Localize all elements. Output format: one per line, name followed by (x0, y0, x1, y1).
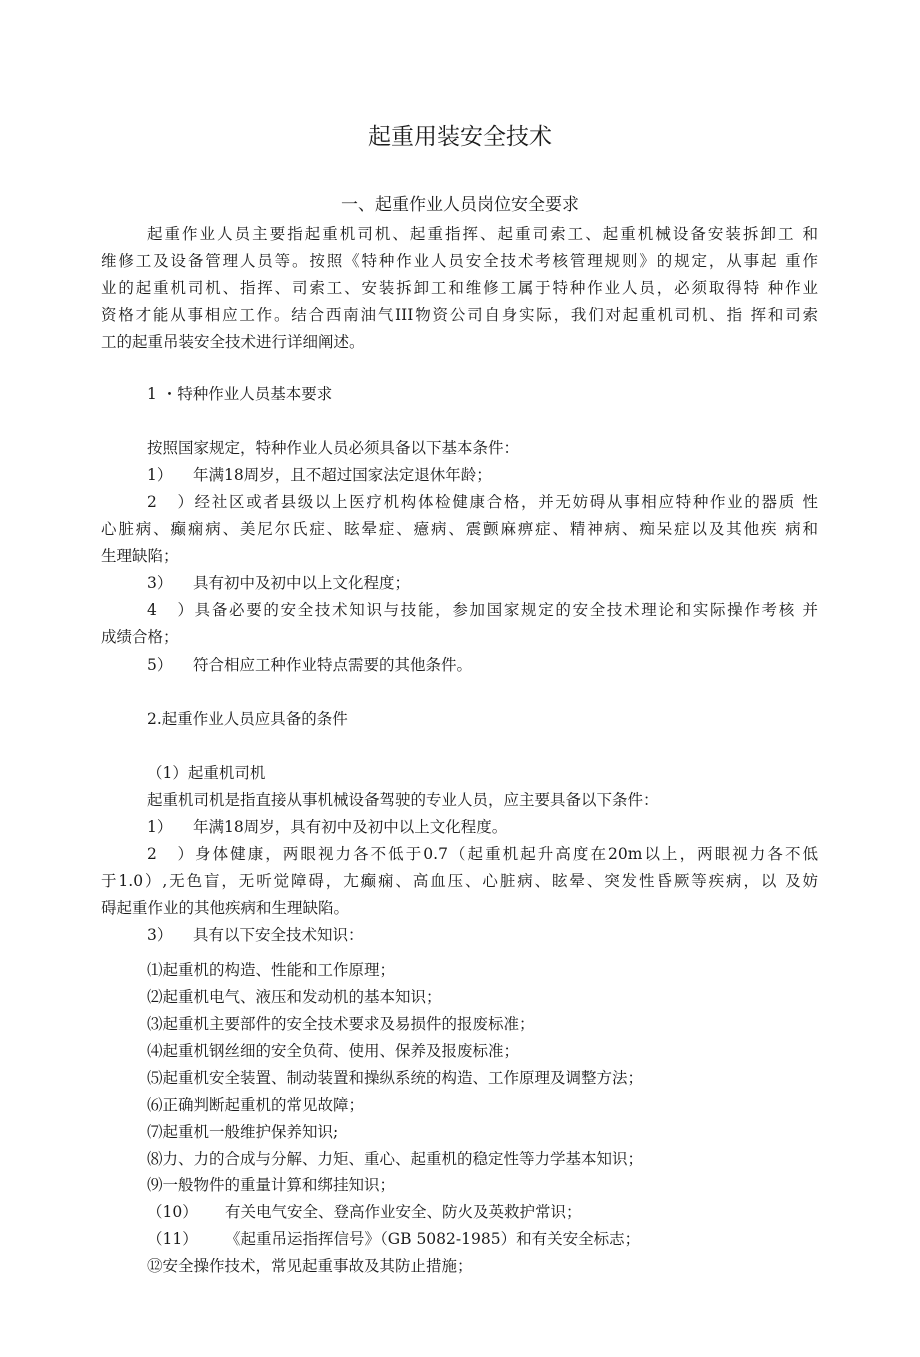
s1-item-3 (147, 573, 410, 593)
s1-item-5 (147, 655, 472, 675)
knowledge-item-3: ⑶起重机主要部件的安全技术要求及易损件的报废标准； (147, 1015, 535, 1033)
document-title: 起重用装安全技术 (368, 124, 552, 150)
knowledge-item-1: ⑴起重机的构造、性能和工作原理； (147, 961, 396, 979)
knowledge-item-7: ⑺起重机一般维护保养知识; (147, 1123, 339, 1141)
knowledge-item-9: ⑼一般物件的重量计算和绑挂知识； (147, 1176, 396, 1194)
s1-item-4 (147, 600, 818, 620)
s1-heading: 1 ・特种作业人员基本要求 (147, 385, 333, 403)
s1-item-1-num: 1） (147, 466, 173, 484)
intro-line-1: 起重作业人员主要指起重机司机、起重指挥、起重司索工、起重机械设备安装拆卸工 和 (147, 225, 818, 243)
intro-line-2: 维修工及设备管理人员等。按照《特种作业人员安全技术考核管理规则》的规定，从事起 重作 (101, 252, 818, 270)
knowledge-item-11-num: （11） (147, 1230, 198, 1248)
s2-item-2-cont-1: 于1.0）,无色盲，无听觉障碍，尢癫痫、高血压、心脏病、眩晕、突发性昏厥等疾病，以 及妨 (101, 872, 818, 890)
s1-item-4-text: 具备必要的安全技术知识与技能，参加国家规定的安全技术理论和实际操作考核 并 (193, 601, 818, 619)
knowledge-item-4: ⑷起重机钢丝细的安全负荷、使用、保养及报废标准； (147, 1042, 520, 1060)
s2-lead: 起重机司机是指直接从事机械设备驾驶的专业人员，应主要具备以下条件： (147, 791, 659, 809)
intro-line-3: 业的起重机司机、指挥、司索工、安装拆卸工和维修工属于特种作业人员，必须取得特 种作业 (101, 279, 818, 297)
s1-item-4-num: 4） (147, 601, 193, 619)
s2-item-2 (147, 844, 818, 864)
knowledge-item-8: ⑻力、力的合成与分解、力矩、重心、起重机的稳定性等力学基本知识； (147, 1150, 644, 1168)
s2-item-1-text: 年满18周岁，具有初中及初中以上文化程度。 (193, 818, 508, 836)
knowledge-item-12: ⑫安全操作技术，常见起重事故及其防止措施； (147, 1257, 473, 1275)
s2-item-3-num: 3） (147, 926, 173, 944)
s1-item-5-text: 符合相应工种作业特点需要的其他条件。 (193, 656, 473, 674)
s2-item-1-num: 1） (147, 818, 173, 836)
knowledge-item-6: ⑹正确判断起重机的常见故障； (147, 1096, 365, 1114)
s2-item-2-text: 身体健康，两眼视力各不低于0.7（起重机起升高度在20m以上，两眼视力各不低 (193, 845, 818, 863)
s2-item-1 (147, 817, 507, 837)
knowledge-item-11-text: 《起重吊运指挥信号》（GB 5082-1985）和有关安全标志； (225, 1230, 641, 1248)
intro-line-5: 工的起重吊装安全技术进行详细阐述。 (101, 333, 365, 351)
s1-item-2-num: 2） (147, 493, 193, 511)
s2-heading: 2.起重作业人员应具备的条件 (147, 710, 348, 728)
knowledge-item-10 (147, 1202, 582, 1222)
s1-item-2 (147, 492, 818, 512)
s1-item-5-num: 5） (147, 656, 173, 674)
s2-item-2-cont-2: 碍起重作业的其他疾病和生理缺陷。 (101, 899, 350, 917)
knowledge-item-10-text: 有关电气安全、登高作业安全、防火及英救护常识； (225, 1203, 582, 1221)
intro-line-4: 资格才能从事相应工作。结合西南油气III物资公司自身实际，我们对起重机司机、指 挥和司索 (101, 306, 818, 324)
knowledge-item-5: ⑸起重机安全装置、制动装置和操纵系统的构造、工作原理及调整方法； (147, 1069, 644, 1087)
s2-item-3-text: 具有以下安全技术知识： (193, 926, 364, 944)
s1-item-4-cont-1: 成绩合格； (101, 628, 179, 646)
s2-subheading-crane-operator: （1）起重机司机 (147, 764, 266, 782)
s1-item-2-text: 经社区或者县级以上医疗机构体检健康合格，并无妨碍从事相应特种作业的器质 性 (193, 493, 818, 511)
s1-item-1 (147, 465, 492, 485)
knowledge-item-2: ⑵起重机电气、液压和发动机的基本知识； (147, 988, 442, 1006)
s1-lead: 按照国家规定，特种作业人员必须具备以下基本条件： (147, 439, 520, 457)
section-heading: 一、起重作业人员岗位安全要求 (341, 195, 579, 215)
s1-item-2-cont-1: 心脏病、癫痫病、美尼尔氏症、眩晕症、癔病、震颤麻痹症、精神病、痴呆症以及其他疾 病和 (101, 520, 818, 538)
s1-item-1-text: 年满18周岁，且不超过国家法定退休年龄； (193, 466, 492, 484)
knowledge-item-11 (147, 1229, 640, 1249)
s2-item-2-num: 2） (147, 845, 193, 863)
s1-item-3-num: 3） (147, 574, 173, 592)
s1-item-2-cont-2: 生理缺陷； (101, 547, 179, 565)
s2-item-3 (147, 925, 364, 945)
knowledge-item-10-num: （10） (147, 1203, 198, 1221)
s1-item-3-text: 具有初中及初中以上文化程度； (193, 574, 411, 592)
